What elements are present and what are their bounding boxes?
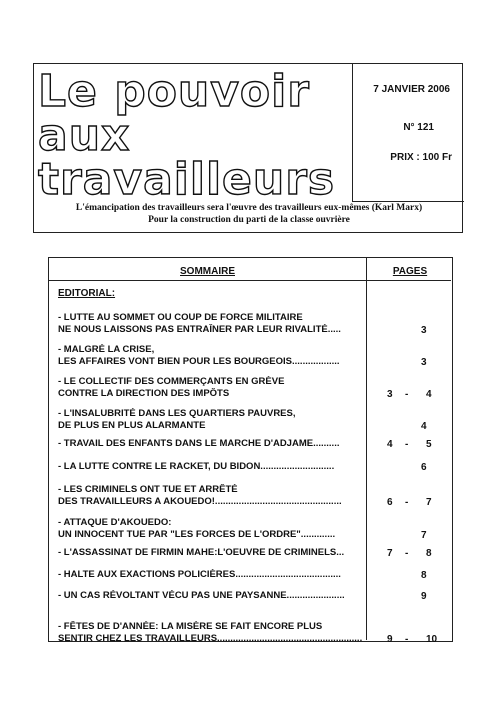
summary-header: SOMMAIRE [180,266,235,277]
entry-title-line: - LUTTE AU SOMMET OU COUP DE FORCE MILITAIRE [58,312,303,323]
entry-title-line: - L'ASSASSINAT DE FIRMIN MAHE:L'OEUVRE DE CRIMINELS... [58,547,345,558]
entry-title-line: SENTIR CHEZ LES TRAVAILLEURS....................................................... [58,632,363,644]
summary-entry [58,438,364,450]
issue-date: 7 JANVIER 2006 [373,84,450,95]
summary-entry [58,461,364,473]
page-range-start: 3 [387,388,393,400]
entry-title-line: LES AFFAIRES VONT BIEN POUR LES BOURGEOIS.................. [58,355,340,367]
page-range-dash: - [405,548,409,559]
entry-title-line: - L'INSALUBRITÉ DANS LES QUARTIERS PAUVRES, [58,408,296,419]
summary-entry [58,547,364,559]
page-range-start: 7 [387,548,393,559]
page-number: 9 [421,591,427,602]
entry-title-line: - LE COLLECTIF DES COMMERÇANTS EN GRÈVE [58,376,285,387]
entry-title-line: - TRAVAIL DES ENFANTS DANS LE MARCHE D'ADJAME.......... [58,438,340,449]
motto: L'émancipation des travailleurs sera l'œuvre des travailleurs eux-mêmes (Karl Marx) [75,203,423,213]
summary-entry [58,621,364,644]
page-range-dash: - [405,439,409,450]
page-number: 8 [421,570,427,581]
header-divider [49,280,451,281]
page-number: 3 [421,324,427,336]
page-range-dash: - [405,496,409,508]
page-range-end: 4 [426,388,432,400]
title-line: travailleurs [38,154,336,205]
page-range-dash: - [405,633,409,645]
summary-entry [58,484,364,507]
entry-title-line: - LA LUTTE CONTRE LE RACKET, DU BIDON............................ [58,461,335,472]
entry-title-line: DES TRAVAILLEURS A AKOUEDO!................................................ [58,495,342,507]
page-range-start: 4 [387,439,393,450]
page-range-end: 5 [426,439,432,450]
entry-title-line: - ATTAQUE D'AKOUEDO: [58,517,172,528]
summary-entry [58,590,364,602]
title-line: aux [38,110,131,161]
summary-entry [58,408,364,431]
summary-entry [58,376,364,399]
entry-title-line: - LES CRIMINELS ONT TUE ET ARRÊTÉ [58,484,238,495]
entry-title-line: - UN CAS RÉVOLTANT VÉCU PAS UNE PAYSANNE...................... [58,590,345,601]
summary-entry [58,344,364,367]
page-number: 7 [421,529,427,541]
entry-title-line: - HALTE AUX EXACTIONS POLICIÈRES........................................ [58,569,341,580]
page-range-end: 7 [426,496,432,508]
issue-price: PRIX : 100 Fr [390,152,452,163]
page-range-end: 10 [426,633,438,645]
pages-header: PAGES [392,266,428,277]
column-divider [366,258,367,640]
page-range-dash: - [405,388,409,400]
summary-entry [58,312,364,335]
entry-title-line: - MALGRÉ LA CRISE, [58,344,155,355]
summary-entry [58,569,364,581]
entry-title-line: - FÊTES DE D'ANNÉE: LA MISÈRE SE FAIT ENCORE PLUS [58,621,323,632]
masthead [33,63,463,233]
entry-title-line: NE NOUS LAISSONS PAS ENTRAÎNER PAR LEUR RIVALITÉ..... [58,323,341,335]
issue-info-box [352,64,464,202]
page-number: 3 [421,356,427,368]
page-range-start: 6 [387,496,393,508]
page-range-end: 8 [426,548,432,559]
entry-title-line: CONTRE LA DIRECTION DES IMPÔTS [58,387,230,399]
summary-entry [58,517,364,540]
table-of-contents [48,257,453,645]
entry-title-line: DE PLUS EN PLUS ALARMANTE [58,419,206,431]
section-label: EDITORIAL: [58,288,116,299]
page-number: 4 [421,420,427,432]
issue-number: N° 121 [403,122,434,133]
page-range-start: 9 [387,633,393,645]
subtitle: Pour la construction du parti de la classe ouvrière [148,215,350,225]
entry-title-line: UN INNOCENT TUE PAR "LES FORCES DE L'ORDRE"............. [58,528,336,540]
page-number: 6 [421,462,427,473]
title-line: Le pouvoir [38,66,310,117]
